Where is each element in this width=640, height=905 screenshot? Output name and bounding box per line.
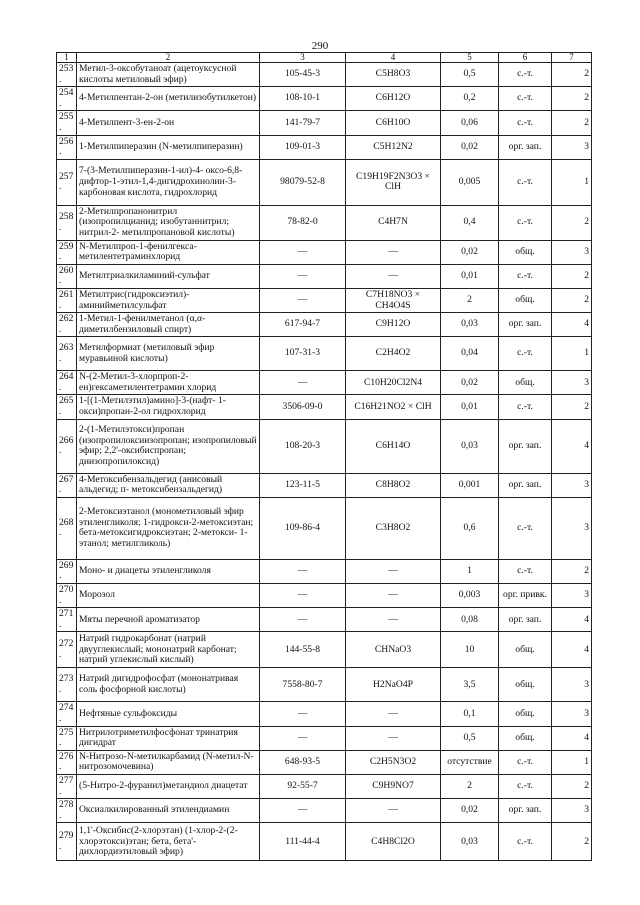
substances-table bbox=[56, 52, 592, 861]
limiting-indicator: орг. зап. bbox=[499, 608, 552, 632]
substance-name: N-(2-Метил-3-хлорпроп-2-ен)гексаметилентетрамин хлорид bbox=[77, 371, 260, 395]
chemical-formula: — bbox=[346, 559, 441, 583]
cas-number: 617-94-7 bbox=[260, 313, 346, 337]
hazard-class: 4 bbox=[552, 608, 592, 632]
hazard-class: 2 bbox=[552, 87, 592, 111]
concentration-value: 0,02 bbox=[441, 240, 499, 264]
chemical-formula: C9H12O bbox=[346, 313, 441, 337]
page-number: 290 bbox=[311, 40, 329, 52]
substance-name: 1-[(1-Метилэтил)амино]-3-(нафт- 1-окси)пропан-2-ол гидрохлорид bbox=[77, 395, 260, 419]
concentration-value: 0,005 bbox=[441, 159, 499, 205]
header-row bbox=[57, 53, 592, 63]
limiting-indicator: орг. зап. bbox=[499, 135, 552, 159]
row-number: 272. bbox=[57, 632, 77, 668]
hazard-class: 4 bbox=[552, 726, 592, 750]
chemical-formula: C6H12O bbox=[346, 87, 441, 111]
chemical-formula: C9H9NO7 bbox=[346, 774, 441, 798]
chemical-formula: — bbox=[346, 264, 441, 288]
substance-name: Метил-3-оксобутаноат (ацетоуксусной кислоты метиловый эфир) bbox=[77, 63, 260, 87]
limiting-indicator: орг. привк. bbox=[499, 584, 552, 608]
column-header: 6 bbox=[499, 53, 552, 63]
hazard-class: 3 bbox=[552, 473, 592, 497]
chemical-formula: C2H4O2 bbox=[346, 337, 441, 371]
chemical-formula: — bbox=[346, 240, 441, 264]
hazard-class: 3 bbox=[552, 240, 592, 264]
table-row bbox=[57, 497, 592, 559]
cas-number: 109-86-4 bbox=[260, 497, 346, 559]
hazard-class: 3 bbox=[552, 702, 592, 726]
row-number: 271. bbox=[57, 608, 77, 632]
chemical-formula: — bbox=[346, 608, 441, 632]
limiting-indicator: общ. bbox=[499, 726, 552, 750]
substance-name: 4-Метоксибензальдегид (анисовый альдегид; п- метоксибензальдегид) bbox=[77, 473, 260, 497]
concentration-value: 0,08 bbox=[441, 608, 499, 632]
concentration-value: 0,01 bbox=[441, 395, 499, 419]
hazard-class: 3 bbox=[552, 371, 592, 395]
cas-number: 123-11-5 bbox=[260, 473, 346, 497]
row-number: 275. bbox=[57, 726, 77, 750]
row-number: 255. bbox=[57, 111, 77, 135]
hazard-class: 1 bbox=[552, 750, 592, 774]
limiting-indicator: общ. bbox=[499, 668, 552, 702]
cas-number: — bbox=[260, 584, 346, 608]
substance-name: 2-(1-Метилэтокси)пропан (изопропилоксиизопропан; изопропиловый эфир; 2,2'-оксибиспропан; диизопропилоксид) bbox=[77, 419, 260, 473]
cas-number: 98079-52-8 bbox=[260, 159, 346, 205]
row-number: 266. bbox=[57, 419, 77, 473]
cas-number: 3506-09-0 bbox=[260, 395, 346, 419]
table-row bbox=[57, 159, 592, 205]
concentration-value: отсутствие bbox=[441, 750, 499, 774]
hazard-class: 4 bbox=[552, 313, 592, 337]
concentration-value: 0,04 bbox=[441, 337, 499, 371]
limiting-indicator: орг. зап. bbox=[499, 419, 552, 473]
cas-number: — bbox=[260, 726, 346, 750]
table-row bbox=[57, 135, 592, 159]
table-row bbox=[57, 632, 592, 668]
concentration-value: 0,4 bbox=[441, 205, 499, 240]
table-row bbox=[57, 608, 592, 632]
row-number: 273. bbox=[57, 668, 77, 702]
chemical-formula: — bbox=[346, 584, 441, 608]
substance-name: Мяты перечной ароматизатор bbox=[77, 608, 260, 632]
limiting-indicator: общ. bbox=[499, 632, 552, 668]
limiting-indicator: общ. bbox=[499, 702, 552, 726]
table-row bbox=[57, 313, 592, 337]
table-row bbox=[57, 799, 592, 823]
cas-number: — bbox=[260, 264, 346, 288]
substance-name: 1-Метил-1-фенилметанол (α,α-диметилбензиловый спирт) bbox=[77, 313, 260, 337]
row-number: 257. bbox=[57, 159, 77, 205]
chemical-formula: C5H8O3 bbox=[346, 63, 441, 87]
limiting-indicator: с.-т. bbox=[499, 337, 552, 371]
concentration-value: 0,06 bbox=[441, 111, 499, 135]
cas-number: 108-10-1 bbox=[260, 87, 346, 111]
limiting-indicator: с.-т. bbox=[499, 63, 552, 87]
chemical-formula: C4H7N bbox=[346, 205, 441, 240]
cas-number: — bbox=[260, 559, 346, 583]
cas-number: — bbox=[260, 371, 346, 395]
substance-name: Нитрилотриметилфосфонат тринатрия дигидрат bbox=[77, 726, 260, 750]
row-number: 269. bbox=[57, 559, 77, 583]
row-number: 262. bbox=[57, 313, 77, 337]
substance-name: 1-Метилпиперазин (N-метилпиперазин) bbox=[77, 135, 260, 159]
limiting-indicator: орг. зап. bbox=[499, 799, 552, 823]
limiting-indicator: орг. зап. bbox=[499, 473, 552, 497]
table-row bbox=[57, 702, 592, 726]
concentration-value: 0,03 bbox=[441, 419, 499, 473]
column-header: 3 bbox=[260, 53, 346, 63]
substance-name: 4-Метилпентан-2-он (метилизобутилкетон) bbox=[77, 87, 260, 111]
column-header: 5 bbox=[441, 53, 499, 63]
limiting-indicator: с.-т. bbox=[499, 111, 552, 135]
substance-name: 4-Метилпент-3-ен-2-он bbox=[77, 111, 260, 135]
table-row bbox=[57, 726, 592, 750]
chemical-formula: C2H5N3O2 bbox=[346, 750, 441, 774]
hazard-class: 3 bbox=[552, 497, 592, 559]
table-row bbox=[57, 559, 592, 583]
cas-number: 92-55-7 bbox=[260, 774, 346, 798]
hazard-class: 2 bbox=[552, 559, 592, 583]
hazard-class: 2 bbox=[552, 63, 592, 87]
cas-number: — bbox=[260, 702, 346, 726]
table-row bbox=[57, 264, 592, 288]
row-number: 278. bbox=[57, 799, 77, 823]
table-row bbox=[57, 395, 592, 419]
concentration-value: 0,001 bbox=[441, 473, 499, 497]
row-number: 270. bbox=[57, 584, 77, 608]
concentration-value: 0,02 bbox=[441, 799, 499, 823]
table-row bbox=[57, 240, 592, 264]
chemical-formula: C6H14O bbox=[346, 419, 441, 473]
substance-name: Натрий гидрокарбонат (натрий двууглекислый; мононатрий карбонат; натрий углекислый кислый) bbox=[77, 632, 260, 668]
row-number: 274. bbox=[57, 702, 77, 726]
row-number: 260. bbox=[57, 264, 77, 288]
limiting-indicator: общ. bbox=[499, 240, 552, 264]
chemical-formula: C7H18NO3 × CH4O4S bbox=[346, 288, 441, 312]
hazard-class: 2 bbox=[552, 774, 592, 798]
table-row bbox=[57, 419, 592, 473]
cas-number: 108-20-3 bbox=[260, 419, 346, 473]
row-number: 265. bbox=[57, 395, 77, 419]
substance-name: 1,1'-Оксибис(2-хлорэтан) (1-хлор-2-(2-хлорэтокси)этан; бета, бета'-дихлордиэтиловый эфир) bbox=[77, 823, 260, 861]
chemical-formula: — bbox=[346, 702, 441, 726]
hazard-class: 3 bbox=[552, 799, 592, 823]
chemical-formula: C19H19F2N3O3 × ClH bbox=[346, 159, 441, 205]
cas-number: 141-79-7 bbox=[260, 111, 346, 135]
hazard-class: 2 bbox=[552, 111, 592, 135]
row-number: 258. bbox=[57, 205, 77, 240]
row-number: 279. bbox=[57, 823, 77, 861]
table-row bbox=[57, 63, 592, 87]
concentration-value: 0,6 bbox=[441, 497, 499, 559]
substance-name: Нефтяные сульфоксиды bbox=[77, 702, 260, 726]
table-row bbox=[57, 371, 592, 395]
row-number: 263. bbox=[57, 337, 77, 371]
limiting-indicator: с.-т. bbox=[499, 559, 552, 583]
chemical-formula: H2NaO4P bbox=[346, 668, 441, 702]
concentration-value: 0,2 bbox=[441, 87, 499, 111]
table-row bbox=[57, 87, 592, 111]
substance-name: (5-Нитро-2-фуранил)метандиол диацетат bbox=[77, 774, 260, 798]
hazard-class: 4 bbox=[552, 632, 592, 668]
concentration-value: 0,03 bbox=[441, 823, 499, 861]
row-number: 256. bbox=[57, 135, 77, 159]
chemical-formula: CHNaO3 bbox=[346, 632, 441, 668]
hazard-class: 1 bbox=[552, 337, 592, 371]
hazard-class: 4 bbox=[552, 419, 592, 473]
concentration-value: 0,02 bbox=[441, 371, 499, 395]
table-row bbox=[57, 337, 592, 371]
cas-number: — bbox=[260, 608, 346, 632]
cas-number: — bbox=[260, 799, 346, 823]
limiting-indicator: орг. зап. bbox=[499, 313, 552, 337]
concentration-value: 1 bbox=[441, 559, 499, 583]
concentration-value: 0,03 bbox=[441, 313, 499, 337]
limiting-indicator: с.-т. bbox=[499, 823, 552, 861]
hazard-class: 2 bbox=[552, 288, 592, 312]
concentration-value: 2 bbox=[441, 774, 499, 798]
hazard-class: 2 bbox=[552, 264, 592, 288]
row-number: 254. bbox=[57, 87, 77, 111]
column-header: 2 bbox=[77, 53, 260, 63]
row-number: 276. bbox=[57, 750, 77, 774]
limiting-indicator: с.-т. bbox=[499, 159, 552, 205]
concentration-value: 2 bbox=[441, 288, 499, 312]
table-row bbox=[57, 288, 592, 312]
chemical-formula: C5H12N2 bbox=[346, 135, 441, 159]
cas-number: — bbox=[260, 288, 346, 312]
limiting-indicator: общ. bbox=[499, 371, 552, 395]
cas-number: 648-93-5 bbox=[260, 750, 346, 774]
limiting-indicator: с.-т. bbox=[499, 395, 552, 419]
row-number: 277. bbox=[57, 774, 77, 798]
row-number: 261. bbox=[57, 288, 77, 312]
table-row bbox=[57, 774, 592, 798]
chemical-formula: C16H21NO2 × ClH bbox=[346, 395, 441, 419]
chemical-formula: C3H8O2 bbox=[346, 497, 441, 559]
limiting-indicator: с.-т. bbox=[499, 774, 552, 798]
cas-number: — bbox=[260, 240, 346, 264]
chemical-formula: — bbox=[346, 799, 441, 823]
limiting-indicator: общ. bbox=[499, 288, 552, 312]
hazard-class: 2 bbox=[552, 823, 592, 861]
substance-name: Метилтриалкиламиний-сульфат bbox=[77, 264, 260, 288]
hazard-class: 2 bbox=[552, 205, 592, 240]
substance-name: Морозол bbox=[77, 584, 260, 608]
row-number: 264. bbox=[57, 371, 77, 395]
concentration-value: 0,01 bbox=[441, 264, 499, 288]
concentration-value: 3,5 bbox=[441, 668, 499, 702]
concentration-value: 0,1 bbox=[441, 702, 499, 726]
cas-number: 144-55-8 bbox=[260, 632, 346, 668]
concentration-value: 0,02 bbox=[441, 135, 499, 159]
limiting-indicator: с.-т. bbox=[499, 264, 552, 288]
substance-name: 7-(3-Метилпиперазин-1-ил)-4- оксо-6,8-дифтор-1-этил-1,4-дигидрохинолин-3-карбоновая кислота, гидрохлорид bbox=[77, 159, 260, 205]
concentration-value: 0,5 bbox=[441, 63, 499, 87]
substance-name: Метилформиат (метиловый эфир муравьиной кислоты) bbox=[77, 337, 260, 371]
substance-name: Моно- и диацеты этиленгликоля bbox=[77, 559, 260, 583]
substance-name: 2-Метилпропанонитрил (изопропилцианид; изобутаннитрил; нитрил-2- метилпропановой кислоты) bbox=[77, 205, 260, 240]
column-header: 7 bbox=[552, 53, 592, 63]
hazard-class: 3 bbox=[552, 668, 592, 702]
chemical-formula: C10H20Cl2N4 bbox=[346, 371, 441, 395]
chemical-formula: C4H8Cl2O bbox=[346, 823, 441, 861]
substance-name: Оксиалкилированный этилендиамин bbox=[77, 799, 260, 823]
column-header: 1 bbox=[57, 53, 77, 63]
substance-name: 2-Метоксиэтанол (монометиловый эфир этиленгликоля; 1-гидрокси-2-метоксиэтан; бета-метоксигидроксиэтан; 2-метокси- 1-этанол; метилгликоль) bbox=[77, 497, 260, 559]
chemical-formula: — bbox=[346, 726, 441, 750]
cas-number: 107-31-3 bbox=[260, 337, 346, 371]
table-row bbox=[57, 111, 592, 135]
limiting-indicator: с.-т. bbox=[499, 497, 552, 559]
row-number: 259. bbox=[57, 240, 77, 264]
row-number: 267. bbox=[57, 473, 77, 497]
row-number: 268. bbox=[57, 497, 77, 559]
cas-number: 111-44-4 bbox=[260, 823, 346, 861]
chemical-formula: C8H8O2 bbox=[346, 473, 441, 497]
table-row bbox=[57, 205, 592, 240]
table-row bbox=[57, 473, 592, 497]
cas-number: 109-01-3 bbox=[260, 135, 346, 159]
substance-name: N-Нитрозо-N-метилкарбамид (N-метил-N-нитрозомочевина) bbox=[77, 750, 260, 774]
cas-number: 7558-80-7 bbox=[260, 668, 346, 702]
substance-name: Натрий дигидрофосфат (мононатривая соль фосфорной кислоты) bbox=[77, 668, 260, 702]
table-row bbox=[57, 823, 592, 861]
concentration-value: 10 bbox=[441, 632, 499, 668]
cas-number: 78-82-0 bbox=[260, 205, 346, 240]
hazard-class: 3 bbox=[552, 135, 592, 159]
column-header: 4 bbox=[346, 53, 441, 63]
chemical-formula: C6H10O bbox=[346, 111, 441, 135]
hazard-class: 3 bbox=[552, 584, 592, 608]
limiting-indicator: с.-т. bbox=[499, 87, 552, 111]
cas-number: 105-45-3 bbox=[260, 63, 346, 87]
table-row bbox=[57, 750, 592, 774]
table-body bbox=[57, 63, 592, 861]
table-row bbox=[57, 584, 592, 608]
hazard-class: 1 bbox=[552, 159, 592, 205]
concentration-value: 0,003 bbox=[441, 584, 499, 608]
substance-name: N-Метилпроп-1-фенилгекса-метилентетраминхлорид bbox=[77, 240, 260, 264]
limiting-indicator: с.-т. bbox=[499, 205, 552, 240]
table-row bbox=[57, 668, 592, 702]
row-number: 253. bbox=[57, 63, 77, 87]
substance-name: Метилтрис(гидроксиэтил)-аминийметилсульфат bbox=[77, 288, 260, 312]
limiting-indicator: с.-т. bbox=[499, 750, 552, 774]
hazard-class: 2 bbox=[552, 395, 592, 419]
concentration-value: 0,5 bbox=[441, 726, 499, 750]
